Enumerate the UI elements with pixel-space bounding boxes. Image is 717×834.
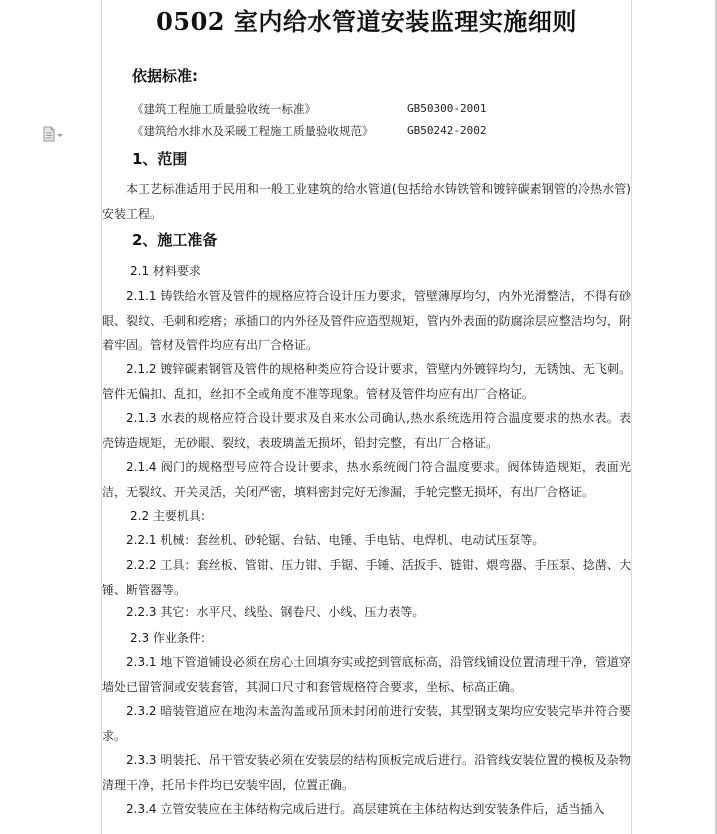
subsection-heading: 2.1 材料要求 <box>130 264 201 278</box>
paragraph: 2.1.4 阀门的规格型号应符合设计要求，热水系统阀门符合温度要求。阀体铸造规矩，表面光洁，无裂纹、开关灵活，关闭严密，填料密封完好无渗漏，手轮完整无损坏，有出厂合格证。 <box>102 460 631 499</box>
page-right-edge <box>631 0 632 834</box>
subsection-heading: 2.3 作业条件: <box>130 631 205 645</box>
standard-name: 《建筑工程施工质量验收统一标准》 <box>132 102 316 116</box>
basis-heading: 依据标准: <box>132 67 198 85</box>
document-options-icon[interactable] <box>42 126 64 142</box>
paragraph: 2.2.1 机械：套丝机、砂轮锯、台钻、电锤、手电钻、电焊机、电动试压泵等。 <box>126 533 545 547</box>
section-heading: 1、范围 <box>132 150 188 168</box>
paragraph: 2.1.1 铸铁给水管及管件的规格应符合设计压力要求，管壁薄厚均匀，内外光滑整洁，不得有砂眼、裂纹、毛刺和疙瘩；承插口的内外径及管件应造型规矩，管内外表面的防腐涂层应整洁均匀，附着牢固。管材及管件均应有出厂合格证。 <box>102 289 631 352</box>
paragraph: 2.1.2 镀锌碳素钢管及管件的规格种类应符合设计要求，管壁内外镀锌均匀，无锈蚀、无飞刺。管件无偏扣、乱扣，丝扣不全或角度不准等现象。管材及管件均应有出厂合格证。 <box>102 362 631 401</box>
standard-row <box>132 123 487 139</box>
paragraph: 2.1.3 水表的规格应符合设计要求及自来水公司确认,热水系统选用符合温度要求的热水表。表壳铸造规矩，无砂眼、裂纹，表玻璃盖无损坏，铅封完整，有出厂合格证。 <box>102 411 631 450</box>
standard-name: 《建筑给水排水及采暖工程施工质量验收规范》 <box>132 124 374 138</box>
section-heading: 2、施工准备 <box>132 231 218 249</box>
standard-row <box>132 101 487 117</box>
paragraph: 2.2.3 其它：水平尺、线坠、钢卷尺、小线、压力表等。 <box>126 605 425 619</box>
paragraph: 2.2.2 工具：套丝板、管钳、压力钳、手锯、手锤、活扳手、链钳、煨弯器、手压泵、捻凿、大锤、断管器等。 <box>102 558 631 597</box>
paragraph: 本工艺标准适用于民用和一般工业建筑的给水管道(包括给水铸铁管和镀锌碳素钢管的冷热水管)安装工程。 <box>102 182 631 221</box>
standard-code: GB50242-2002 <box>407 124 487 137</box>
document-page <box>102 0 631 834</box>
paragraph: 2.3.4 立管安装应在主体结构完成后进行。高层建筑在主体结构达到安装条件后，适当插入 <box>126 802 605 816</box>
page-title: 0502 室内给水管道安装监理实施细则 <box>156 7 577 36</box>
paragraph: 2.3.1 地下管道铺设必须在房心土回填夯实或挖到管底标高，沿管线铺设位置清理干净，管道穿墙处已留管洞或安装套管，其洞口尺寸和套管规格符合要求，坐标、标高正确。 <box>102 655 631 694</box>
paragraph: 2.3.3 明装托、吊干管安装必须在安装层的结构顶板完成后进行。沿管线安装位置的模板及杂物清理干净，托吊卡件均已安装牢固，位置正确。 <box>102 753 631 792</box>
paragraph: 2.3.2 暗装管道应在地沟未盖沟盖或吊顶未封闭前进行安装，其型钢支架均应安装完毕并符合要求。 <box>102 704 631 743</box>
subsection-heading: 2.2 主要机具: <box>130 509 205 523</box>
standard-code: GB50300-2001 <box>407 102 487 115</box>
